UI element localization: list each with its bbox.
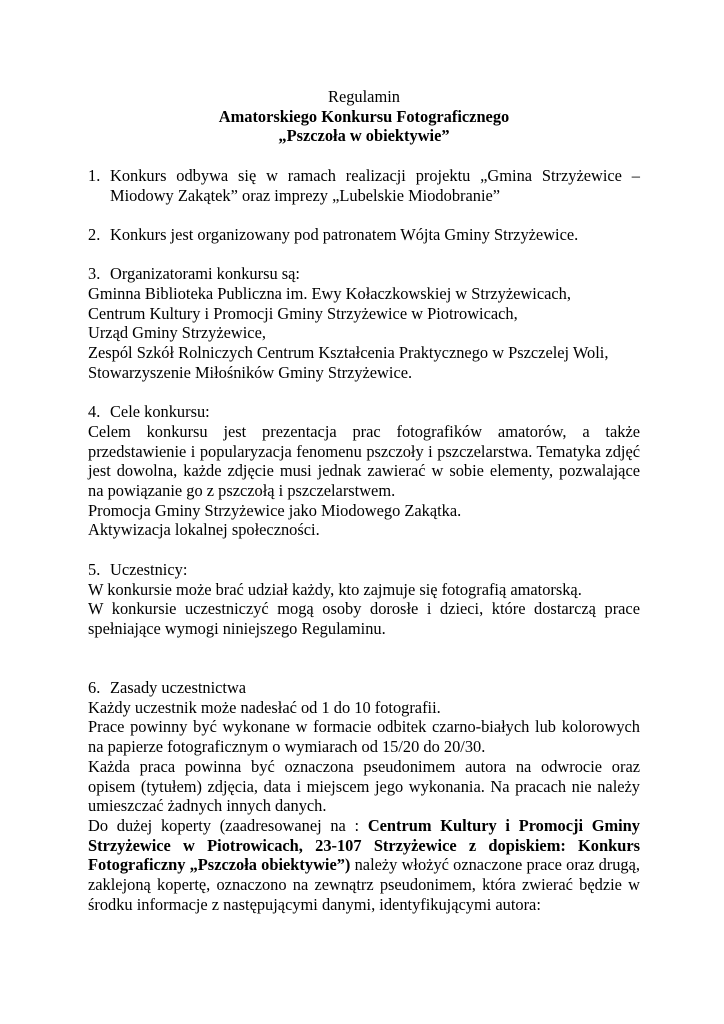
section-6-line: Każdy uczestnik może nadesłać od 1 do 10 fotografii.	[88, 697, 441, 717]
section-3-heading	[88, 264, 640, 284]
title-line-contest-name: Amatorskiego Konkursu Fotograficznego	[218, 106, 510, 126]
envelope-text-start: Do dużej koperty (zaadresowanej na :	[88, 815, 368, 835]
section-5-number: 5.	[88, 559, 101, 579]
document-page	[88, 87, 640, 914]
section-5	[88, 560, 640, 639]
envelope-address: Centrum Kultury i Promocji Gminy Strzyżewice w Piotrowicach, 23-107 Strzyżewice z dopiskiem: Konkurs Fotograficzny „Pszczoła obiektywie”)	[88, 815, 640, 875]
envelope-text-end: należy włożyć oznaczone prace oraz drugą, zaklejoną kopertę, oznaczono na zewnątrz pseudonimem, która zwierać będzie w środku informacje z następującymi danymi, identyfikującymi autora:	[88, 855, 640, 914]
organizer-line: Gminna Biblioteka Publiczna im. Ewy Kołaczkowskiej w Strzyżewicach,	[88, 283, 571, 303]
organizer-line: Stowarzyszenie Miłośników Gminy Strzyżewice.	[88, 362, 413, 382]
section-4-heading-text: Cele konkursu:	[110, 402, 210, 422]
section-4-paragraph: Celem konkursu jest prezentacja prac fotografików amatorów, a także przedstawienie i popularyzacja fenomenu pszczoły i pszczelarstwa. Tematyka zdjęć jest dowolna, każde zdjęcie musi jednak zawierać w sobie elementy, pozwalające na powiązanie go z pszczołą i pszczelarstwem.	[88, 421, 640, 500]
section-2	[88, 225, 640, 245]
section-4	[88, 402, 640, 540]
title-line-contest-motto: „Pszczoła w obiektywie”	[278, 126, 450, 146]
document-title	[88, 87, 640, 146]
section-6-paragraph-format: Prace powinny być wykonane w formacie odbitek czarno-białych lub kolorowych na papierze fotograficznym o wymiarach od 15/20 do 20/30.	[88, 717, 640, 757]
section-4-line-activation: Aktywizacja lokalnej społeczności.	[88, 520, 320, 540]
section-6-heading	[88, 678, 640, 698]
organizer-line: Urząd Gminy Strzyżewice,	[88, 323, 266, 343]
section-4-number: 4.	[88, 402, 101, 422]
section-2-number: 2.	[88, 224, 101, 244]
section-4-heading	[88, 402, 640, 422]
section-6-paragraph-labeling: Każda praca powinna być oznaczona pseudonimem autora na odwrocie oraz opisem (tytułem) zdjęcia, data i miejscem jego wykonania. Na pracach nie należy umieszczać żadnych innych danych.	[88, 756, 640, 816]
section-6-paragraph-envelope	[88, 816, 640, 915]
organizer-line: Centrum Kultury i Promocji Gminy Strzyżewice w Piotrowicach,	[88, 303, 518, 323]
section-3	[88, 264, 640, 382]
section-1-number: 1.	[88, 165, 101, 185]
section-5-heading-text: Uczestnicy:	[110, 559, 188, 579]
title-line-regulamin: Regulamin	[328, 87, 400, 106]
section-5-heading	[88, 560, 640, 580]
section-3-number: 3.	[88, 264, 101, 284]
section-2-text: Konkurs jest organizowany pod patronatem Wójta Gminy Strzyżewice.	[110, 224, 579, 244]
section-4-line-promotion: Promocja Gminy Strzyżewice jako Miodowego Zakątka.	[88, 500, 462, 520]
section-6-heading-text: Zasady uczestnictwa	[110, 678, 247, 697]
section-1	[88, 166, 640, 205]
section-5-line: W konkursie może brać udział każdy, kto zajmuje się fotografią amatorską.	[88, 579, 582, 599]
section-1-text: Konkurs odbywa się w ramach realizacji projektu „Gmina Strzyżewice – Miodowy Zakątek” oraz imprezy „Lubelskie Miodobranie”	[110, 165, 640, 205]
organizer-line: Zespól Szkół Rolniczych Centrum Kształcenia Praktycznego w Pszczelej Woli,	[88, 343, 609, 363]
section-6-number: 6.	[88, 678, 101, 697]
section-5-paragraph: W konkursie uczestniczyć mogą osoby dorosłe i dzieci, które dostarczą prace spełniające wymogi niniejszego Regulaminu.	[88, 599, 640, 638]
section-3-heading-text: Organizatorami konkursu są:	[110, 264, 300, 284]
section-6	[88, 678, 640, 914]
